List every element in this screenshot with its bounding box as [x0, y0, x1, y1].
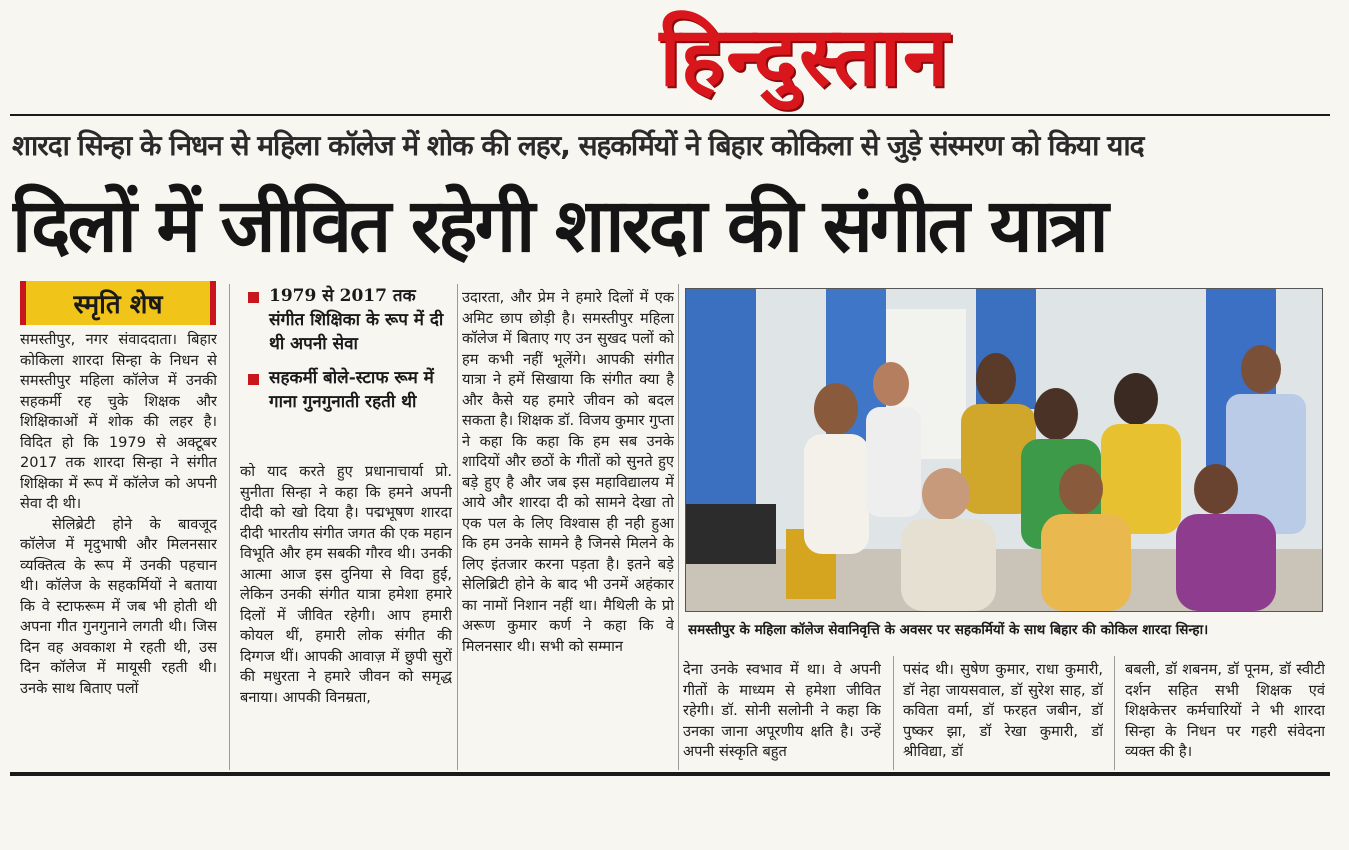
- article-paragraph: बबली, डॉ शबनम, डॉ पूनम, डॉ स्वीटी दर्शन सहित सभी शिक्षक एवं शिक्षकेत्तर कर्मचारियों ने भी शारदा सिन्हा के निधन पर गहरी संवेदना व्यक्त की है।: [1125, 661, 1325, 760]
- photo-caption: समस्तीपुर के महिला कॉलेज सेवानिवृत्ति के अवसर पर सहकर्मियों के साथ बिहार की कोकिल शारदा सिन्हा।: [688, 622, 1209, 638]
- column-divider: [678, 284, 679, 770]
- column-divider: [893, 656, 894, 770]
- masthead-logo: हिन्दुस्तान: [659, 9, 951, 105]
- article-paragraph: को याद करते हुए प्रधानाचार्या प्रो. सुनीता सिन्हा ने कहा कि हमने अपनी दीदी को खो दिया है। पद्मभूषण शारदा दीदी भारतीय संगीत जगत की एक महान विभूति और हम सबकी गौरव थी। उनकी आत्मा आज इस दुनिया से विदा हुई, लेकिन उनकी संगीत यात्रा हमेशा हमारे दिलों में जीवित रहेगी। आप हमारी कोयल थीं, हमारी लोक संगीत की दिग्गज थीं। आपकी आवाज़ में छुपी सुरों की मधुरता ने हमारे जीवन को समृद्ध बनाया। आपकी विनम्रता,: [240, 463, 452, 706]
- headline: दिलों में जीवित रहेगी शारदा की संगीत यात्रा: [12, 182, 1106, 269]
- bullet-text: 1979 से 2017 तक संगीत शिक्षिका के रूप में दी थी अपनी सेवा: [269, 286, 444, 354]
- article-column-3: [462, 288, 674, 770]
- bullet-square-icon: [248, 374, 259, 385]
- article-paragraph: देना उनके स्वभाव में था। वे अपनी गीतों के माध्यम से हमेशा जीवित रहेगी। डॉ. सोनी सलोनी ने कहा कि उनका जाना अपूरणीय क्षति है। उन्हें अपनी संस्कृति बहुत: [683, 661, 881, 760]
- bullet-item: [248, 366, 454, 414]
- smriti-shesh-badge: स्मृति शेष: [20, 281, 216, 325]
- article-column-1: [20, 330, 217, 770]
- article-column-4: [683, 660, 881, 770]
- page-bottom-rule: [10, 772, 1330, 776]
- column-divider: [457, 284, 458, 770]
- article-column-2: [240, 462, 452, 770]
- masthead-divider: [10, 114, 1330, 116]
- group-photo: [685, 288, 1323, 612]
- column-divider: [1114, 656, 1115, 770]
- group-photo-illustration: [686, 289, 1322, 611]
- bullet-square-icon: [248, 292, 259, 303]
- bullet-text: सहकर्मी बोले-स्टाफ रूम में गाना गुनगुनाती रहती थी: [269, 368, 434, 412]
- column-divider: [229, 284, 230, 770]
- bullet-item: [248, 284, 454, 356]
- article-paragraph: समस्तीपुर, नगर संवाददाता। बिहार कोकिला शारदा सिन्हा के निधन से समस्तीपुर महिला कॉलेज में उनकी सहकर्मी रह चुके शिक्षक और शिक्षिकाओं में शोक की लहर है। विदित हो कि 1979 से अक्टूबर 2017 तक शारदा सिन्हा ने संगीत शिक्षिका में रूप में कॉलेज को अपनी सेवा दी थी।: [20, 331, 217, 512]
- article-column-6: [1125, 660, 1325, 770]
- subheadline: शारदा सिन्हा के निधन से महिला कॉलेज में शोक की लहर, सहकर्मियों ने बिहार कोकिला से जुड़े संस्मरण को किया याद: [12, 129, 1144, 162]
- article-paragraph: उदारता, और प्रेम ने हमारे दिलों में एक अमिट छाप छोड़ी है। समस्तीपुर महिला कॉलेज में बिताए गए उन सुखद पलों को हम कभी नहीं भूलेंगे। आपकी संगीत यात्रा ने हमें सिखाया कि संगीत क्या है और कैसे यह हमारे जीवन को बदल सकता है। शिक्षक डॉ. विजय कुमार गुप्ता ने कहा कि कहा कि हम सब उनके शादियों और छठों के गीतों को सुनते हुए बड़े हुए है और जब इस महाविद्यालय में आये और शारदा दी को सामने देखा तो एक पल के लिए विश्वास ही नही हुआ कि हम उनके सामने है जिनसे मिलने के लिए इंतजार करना पड़ता है। इतने बड़े सेलिब्रिटी होने के बाद भी उनमें अहंकार का नामों निशान नहीं था। मैथिली के प्रो अरूण कुमार कर्ण ने कहा कि वे मिलनसार थी। सभी को सम्मान: [462, 289, 674, 655]
- article-paragraph: सेलिब्रेटी होने के बावजूद कॉलेज में मृदुभाषी और मिलनसार व्यक्तित्व के रूप में उनकी पहचान थी। कॉलेज के सहकर्मियों ने बताया कि वे स्टाफरूम में जब भी होती थी अपना गीत गुनगुनाने लगती थी। जिस दिन वह अवकाश मे रहती थी, उस दिन कॉलेज में मायूसी रहती थी। उनके साथ बिताए पलों: [20, 515, 217, 697]
- highlight-bullets: [248, 284, 454, 454]
- article-column-5: [903, 660, 1103, 770]
- article-paragraph: पसंद थी। सुषेण कुमार, राधा कुमारी, डॉ नेहा जायसवाल, डॉ सुरेश साह, डॉ कविता वर्मा, डॉ फरहत जबीन, डॉ पुष्कर झा, डॉ रेखा कुमारी, डॉ श्रीविद्या, डॉ: [903, 661, 1103, 760]
